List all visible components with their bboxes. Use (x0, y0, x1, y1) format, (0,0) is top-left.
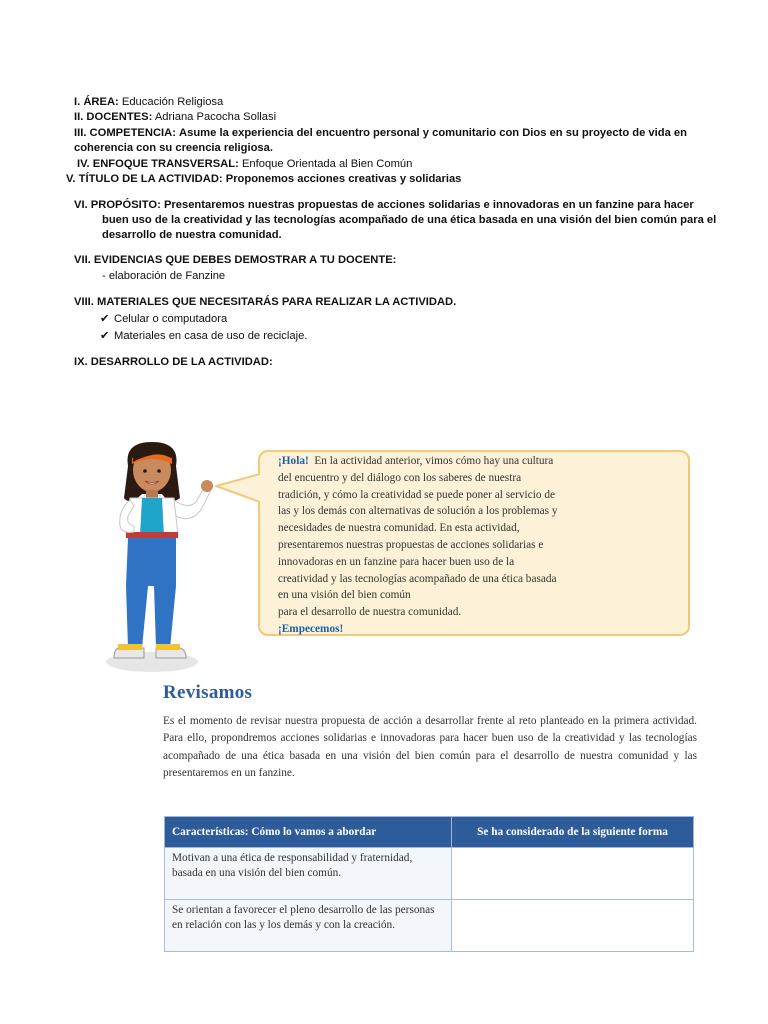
enfoque-label: IV. ENFOQUE TRANSVERSAL: (77, 158, 239, 170)
table-row (165, 900, 694, 952)
evidencias-label: VII. EVIDENCIAS QUE DEBES DEMOSTRAR A TU DOCENTE: (74, 254, 397, 266)
table-header-consideracion: Se ha considerado de la siguiente forma (452, 817, 694, 848)
speech-bubble-tail (214, 472, 262, 508)
section-title-revisamos: Revisamos (163, 682, 253, 703)
table-cell-respuesta[interactable] (452, 900, 694, 952)
proposito-line-1 (74, 198, 694, 214)
proposito-line-2: buen uso de la creatividad y las tecnologías acompañado de una ética basada en una visión del bien común para el (102, 214, 717, 226)
enfoque-value: Enfoque Orientada al Bien Común (241, 158, 413, 170)
table-cell-caracteristica: Motivan a una ética de responsabilidad y fraternidad, basada en una visión del bien común. (165, 848, 452, 900)
competencia-label: III. COMPETENCIA: (74, 127, 176, 139)
table-row (165, 848, 694, 900)
table-cell-caracteristica: Se orientan a favorecer el pleno desarrollo de las personas en relación con las y los demás y con la creación. (165, 900, 452, 952)
table-header-caracteristicas: Características: Cómo lo vamos a abordar (165, 817, 452, 848)
docentes-line (74, 110, 276, 126)
speech-bubble-text (278, 453, 676, 638)
bubble-line: las y los demás con alternativas de solución a los problemas y (278, 505, 558, 518)
docentes-label: II. DOCENTES: (74, 111, 153, 123)
evidencias-item: - elaboración de Fanzine (102, 270, 226, 282)
desarrollo-label: IX. DESARROLLO DE LA ACTIVIDAD: (74, 356, 273, 368)
evaluation-table (164, 816, 694, 952)
table-cell-respuesta[interactable] (452, 848, 694, 900)
bubble-line: presentaremos nuestras propuestas de acciones solidarias e (278, 538, 544, 551)
bubble-line: ¡Hola! En la actividad anterior, vimos cómo hay una cultura (278, 455, 554, 467)
titulo-label: V. TÍTULO DE LA ACTIVIDAD: (66, 173, 223, 185)
greeting-text: ¡Hola! (278, 455, 309, 467)
bubble-line: para el desarrollo de nuestra comunidad. (278, 606, 462, 619)
table-header-row (165, 817, 694, 848)
titulo-line (66, 172, 461, 188)
bubble-line: necesidades de nuestra comunidad. En esta actividad, (278, 522, 520, 535)
checkmark-icon: ✔ (100, 313, 110, 325)
revisamos-paragraph: Es el momento de revisar nuestra propuesta de acción a desarrollar frente al reto planteado en la primera actividad. Para ello, propondremos acciones solidarias e innovadoras para hacer buen uso de la creatividad y las tecnologías acompañado de una ética basada en una visión del bien común para el desarrollo de nuestra comunidad y las presentaremos en un fanzine. (163, 715, 697, 779)
titulo-value: Proponemos acciones creativas y solidarias (225, 173, 462, 185)
competencia-line-2: coherencia con su creencia religiosa. (74, 142, 273, 154)
student-illustration (100, 436, 218, 674)
competencia-line (74, 126, 687, 142)
bubble-line: en una visión del bien común (278, 589, 411, 602)
enfoque-line (77, 157, 412, 173)
area-value: Educación Religiosa (121, 96, 224, 108)
bubble-line: del encuentro y del diálogo con los saberes de nuestra (278, 471, 522, 484)
materiales-label: VIII. MATERIALES QUE NECESITARÁS PARA REALIZAR LA ACTIVIDAD. (74, 296, 457, 308)
proposito-label: VI. PROPÓSITO: (74, 199, 161, 211)
checkmark-icon: ✔ (100, 330, 110, 342)
materiales-item-1 (100, 312, 227, 328)
bubble-line: innovadoras en un fanzine para hacer buen uso de la (278, 555, 515, 568)
docentes-value: Adriana Pacocha Sollasi (154, 111, 277, 123)
materiales-item-2 (100, 329, 307, 345)
proposito-text-1: Presentaremos nuestras propuestas de acciones solidarias e innovadoras en un fanzine para hacer (163, 199, 694, 211)
competencia-value: Asume la experiencia del encuentro personal y comunitario con Dios en su proyecto de vida en (179, 127, 687, 139)
area-line (74, 95, 223, 111)
area-label: I. ÁREA: (74, 96, 119, 108)
closing-text: ¡Empecemos! (278, 622, 344, 635)
bubble-line: creatividad y las tecnologías acompañado de una ética basada (278, 572, 557, 585)
materiales-item-1-text: Celular o computadora (114, 313, 228, 325)
proposito-line-3: desarrollo de nuestra comunidad. (102, 229, 282, 241)
bubble-line: tradición, y cómo la creatividad se puede poner al servicio de (278, 488, 555, 501)
materiales-item-2-text: Materiales en casa de uso de reciclaje. (114, 330, 308, 342)
